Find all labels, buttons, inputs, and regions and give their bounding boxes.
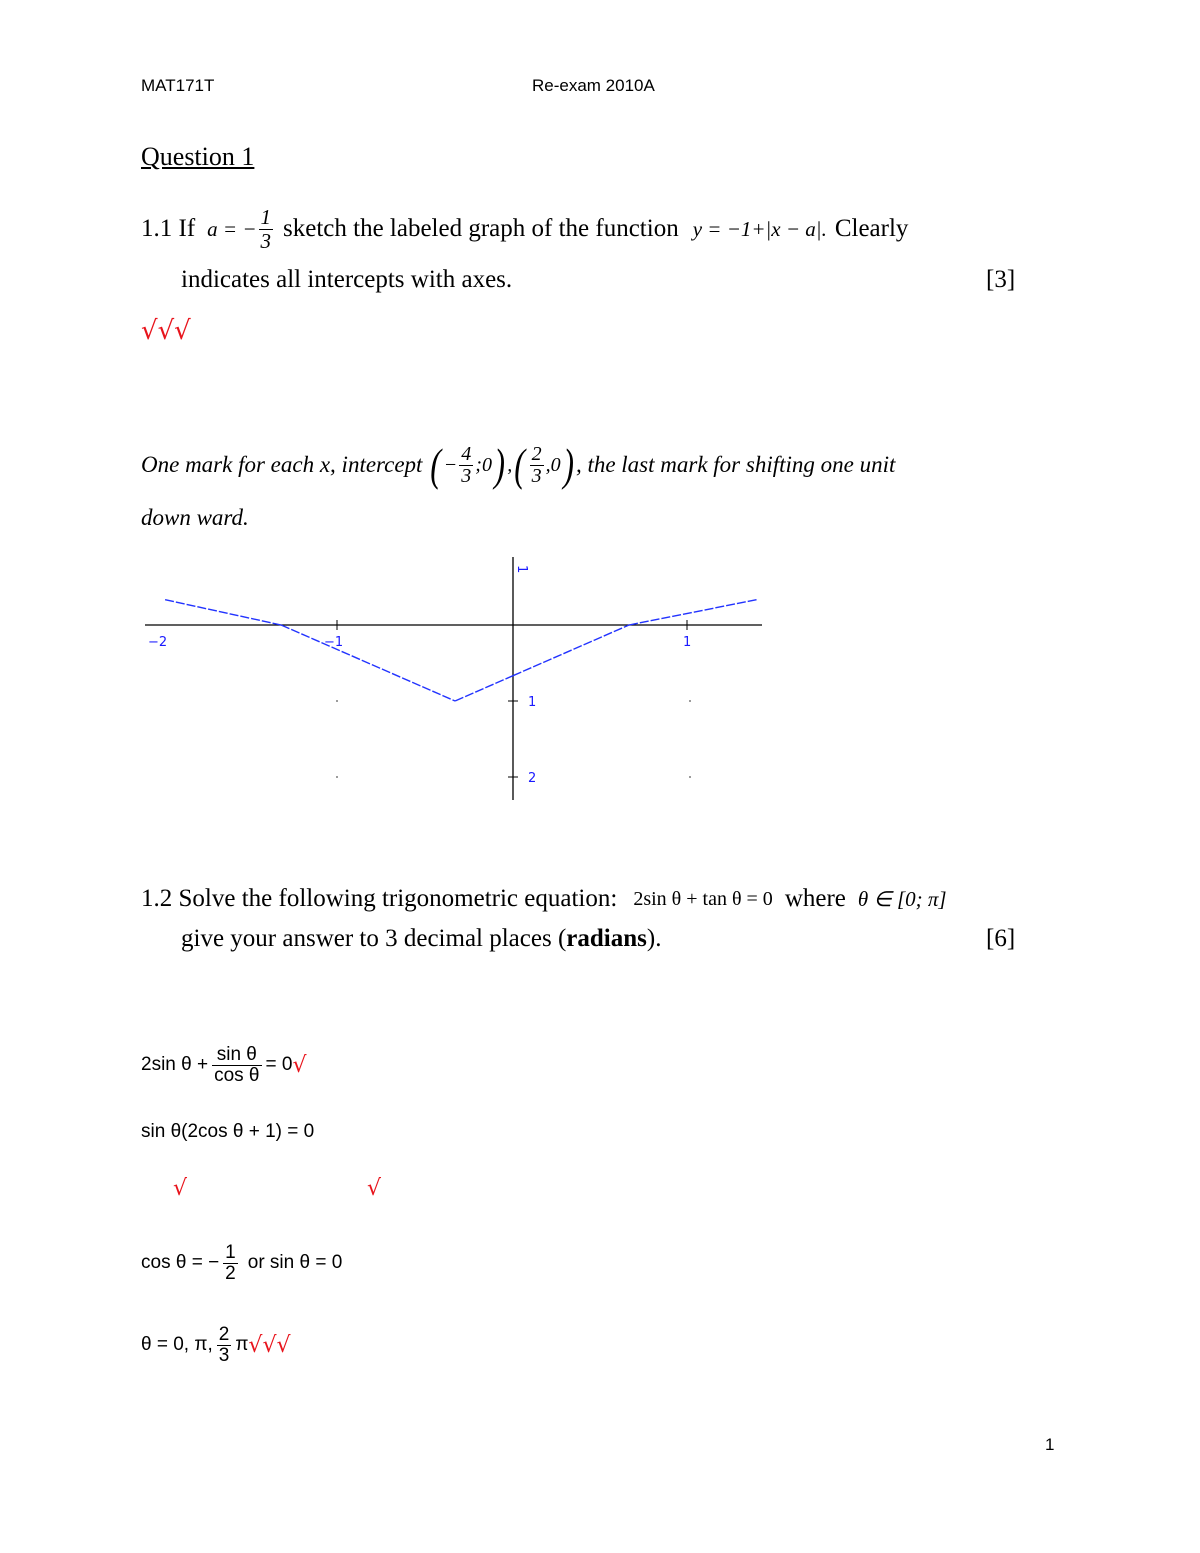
work-l5-fraction [217, 1325, 232, 1366]
p2-numerator: 2 [531, 442, 542, 465]
q1-2-equation: 2sin θ + tan θ = 0 [633, 887, 773, 910]
q1-2-line2-c: ). [646, 925, 662, 952]
p1-fraction [459, 444, 473, 487]
work-line-1 [141, 1036, 306, 1094]
q1-1-clearly: Clearly [834, 215, 909, 242]
exam-title: Re-exam 2010A [532, 76, 655, 95]
y-tick-label-1: 1 [528, 695, 537, 710]
question-title: Question 1 [141, 142, 255, 171]
grid-dot [689, 700, 691, 702]
p1-denominator: 3 [461, 464, 472, 487]
work-l3-tick-a: √ [173, 1176, 188, 1201]
x-tick-label-minus1: −1 [324, 635, 344, 650]
paren-open-2: ( [514, 439, 526, 490]
graph-line-segment [165, 600, 281, 625]
a-lhs: a = − [207, 216, 257, 241]
work-l4-num: 1 [225, 1241, 236, 1263]
q1-2-radians: radians [566, 925, 647, 952]
q1-2-line1 [141, 882, 947, 916]
work-line-2: sin θ(2cos θ + 1) = 0 [141, 1121, 315, 1142]
work-l1-fraction [212, 1045, 261, 1086]
graph-line-segment [513, 625, 629, 676]
work-l5-ticks: √√√ [248, 1332, 291, 1358]
work-l4-fraction [223, 1243, 238, 1284]
grid-dot [336, 700, 338, 702]
q1-1-line1 [141, 205, 908, 253]
work-line-4 [141, 1234, 342, 1292]
y-tick-label-2: 2 [528, 771, 537, 786]
note-text-2: , the last mark for shifting one unit [575, 452, 896, 477]
grid-dot [336, 776, 338, 778]
work-l4-pre: cos θ = − [141, 1252, 220, 1273]
p1-tail: ;0 [475, 453, 492, 476]
graph-line-segment [629, 600, 757, 625]
q1-2-where: where [784, 885, 846, 912]
work-l5-pre: θ = 0, π, [141, 1334, 213, 1355]
paren-open-1: ( [430, 439, 442, 490]
q1-1-middle: sketch the labeled graph of the function [283, 215, 679, 242]
work-l5-den: 3 [218, 1344, 230, 1366]
q1-2-marks: [6] [986, 925, 1016, 952]
paren-close-2: ) [562, 439, 574, 490]
function-graph [130, 555, 780, 810]
a-denominator: 3 [260, 228, 271, 253]
work-l5-num: 2 [218, 1323, 230, 1345]
p2-fraction [530, 444, 544, 487]
work-l3-tick-b: √ [367, 1176, 382, 1201]
paren-close-1: ) [494, 439, 505, 490]
work-l1-tick: √ [292, 1052, 307, 1078]
q1-1-prefix: 1.1 If [141, 215, 196, 242]
a-fraction [259, 206, 274, 251]
q1-1-tick-marks: √√√ [141, 316, 191, 346]
note-text-1: One mark for each x, intercept [141, 452, 423, 477]
marking-note-line2: down ward. [141, 505, 249, 530]
q1-2-prefix: 1.2 Solve the following trigonometric equation: [141, 885, 618, 912]
q1-1-marks: [3] [986, 266, 1016, 293]
p2-denominator: 3 [531, 464, 542, 487]
work-l4-den: 2 [225, 1262, 236, 1284]
function-line-group [165, 600, 756, 701]
function-expr: y = −1+|x − a|. [692, 216, 827, 241]
comma-sep: , [507, 453, 513, 476]
work-l5-post: π [235, 1334, 249, 1355]
course-code: MAT171T [141, 76, 215, 95]
graph-line-segment [455, 676, 513, 701]
q1-2-domain: θ ∈ [0; π] [857, 886, 947, 911]
q1-2-line2 [181, 925, 661, 953]
work-l1-den: cos θ [214, 1064, 260, 1086]
graph-axes [145, 557, 762, 800]
work-l1-pre: 2sin θ + [141, 1054, 209, 1075]
work-l1-num: sin θ [212, 1045, 261, 1066]
x-tick-label-minus2: −2 [148, 635, 168, 650]
work-l4-post: or sin θ = 0 [247, 1252, 343, 1273]
y-axis-top-label: 1 [514, 565, 529, 574]
p1-numerator: 4 [461, 442, 472, 465]
a-numerator: 1 [260, 205, 271, 230]
q1-1-line2: indicates all intercepts with axes. [181, 266, 513, 293]
marking-note-line1 [141, 434, 895, 496]
x-tick-label-1: 1 [683, 635, 692, 650]
p2-tail: ,0 [545, 453, 561, 476]
work-l1-post: = 0 [265, 1054, 293, 1075]
q1-2-line2-a: give your answer to 3 decimal places ( [181, 925, 567, 952]
work-line-5 [141, 1316, 290, 1374]
p1-sign: − [443, 453, 458, 476]
page-number: 1 [1045, 1435, 1055, 1454]
grid-dot [689, 776, 691, 778]
graph-line-segment [281, 625, 455, 701]
